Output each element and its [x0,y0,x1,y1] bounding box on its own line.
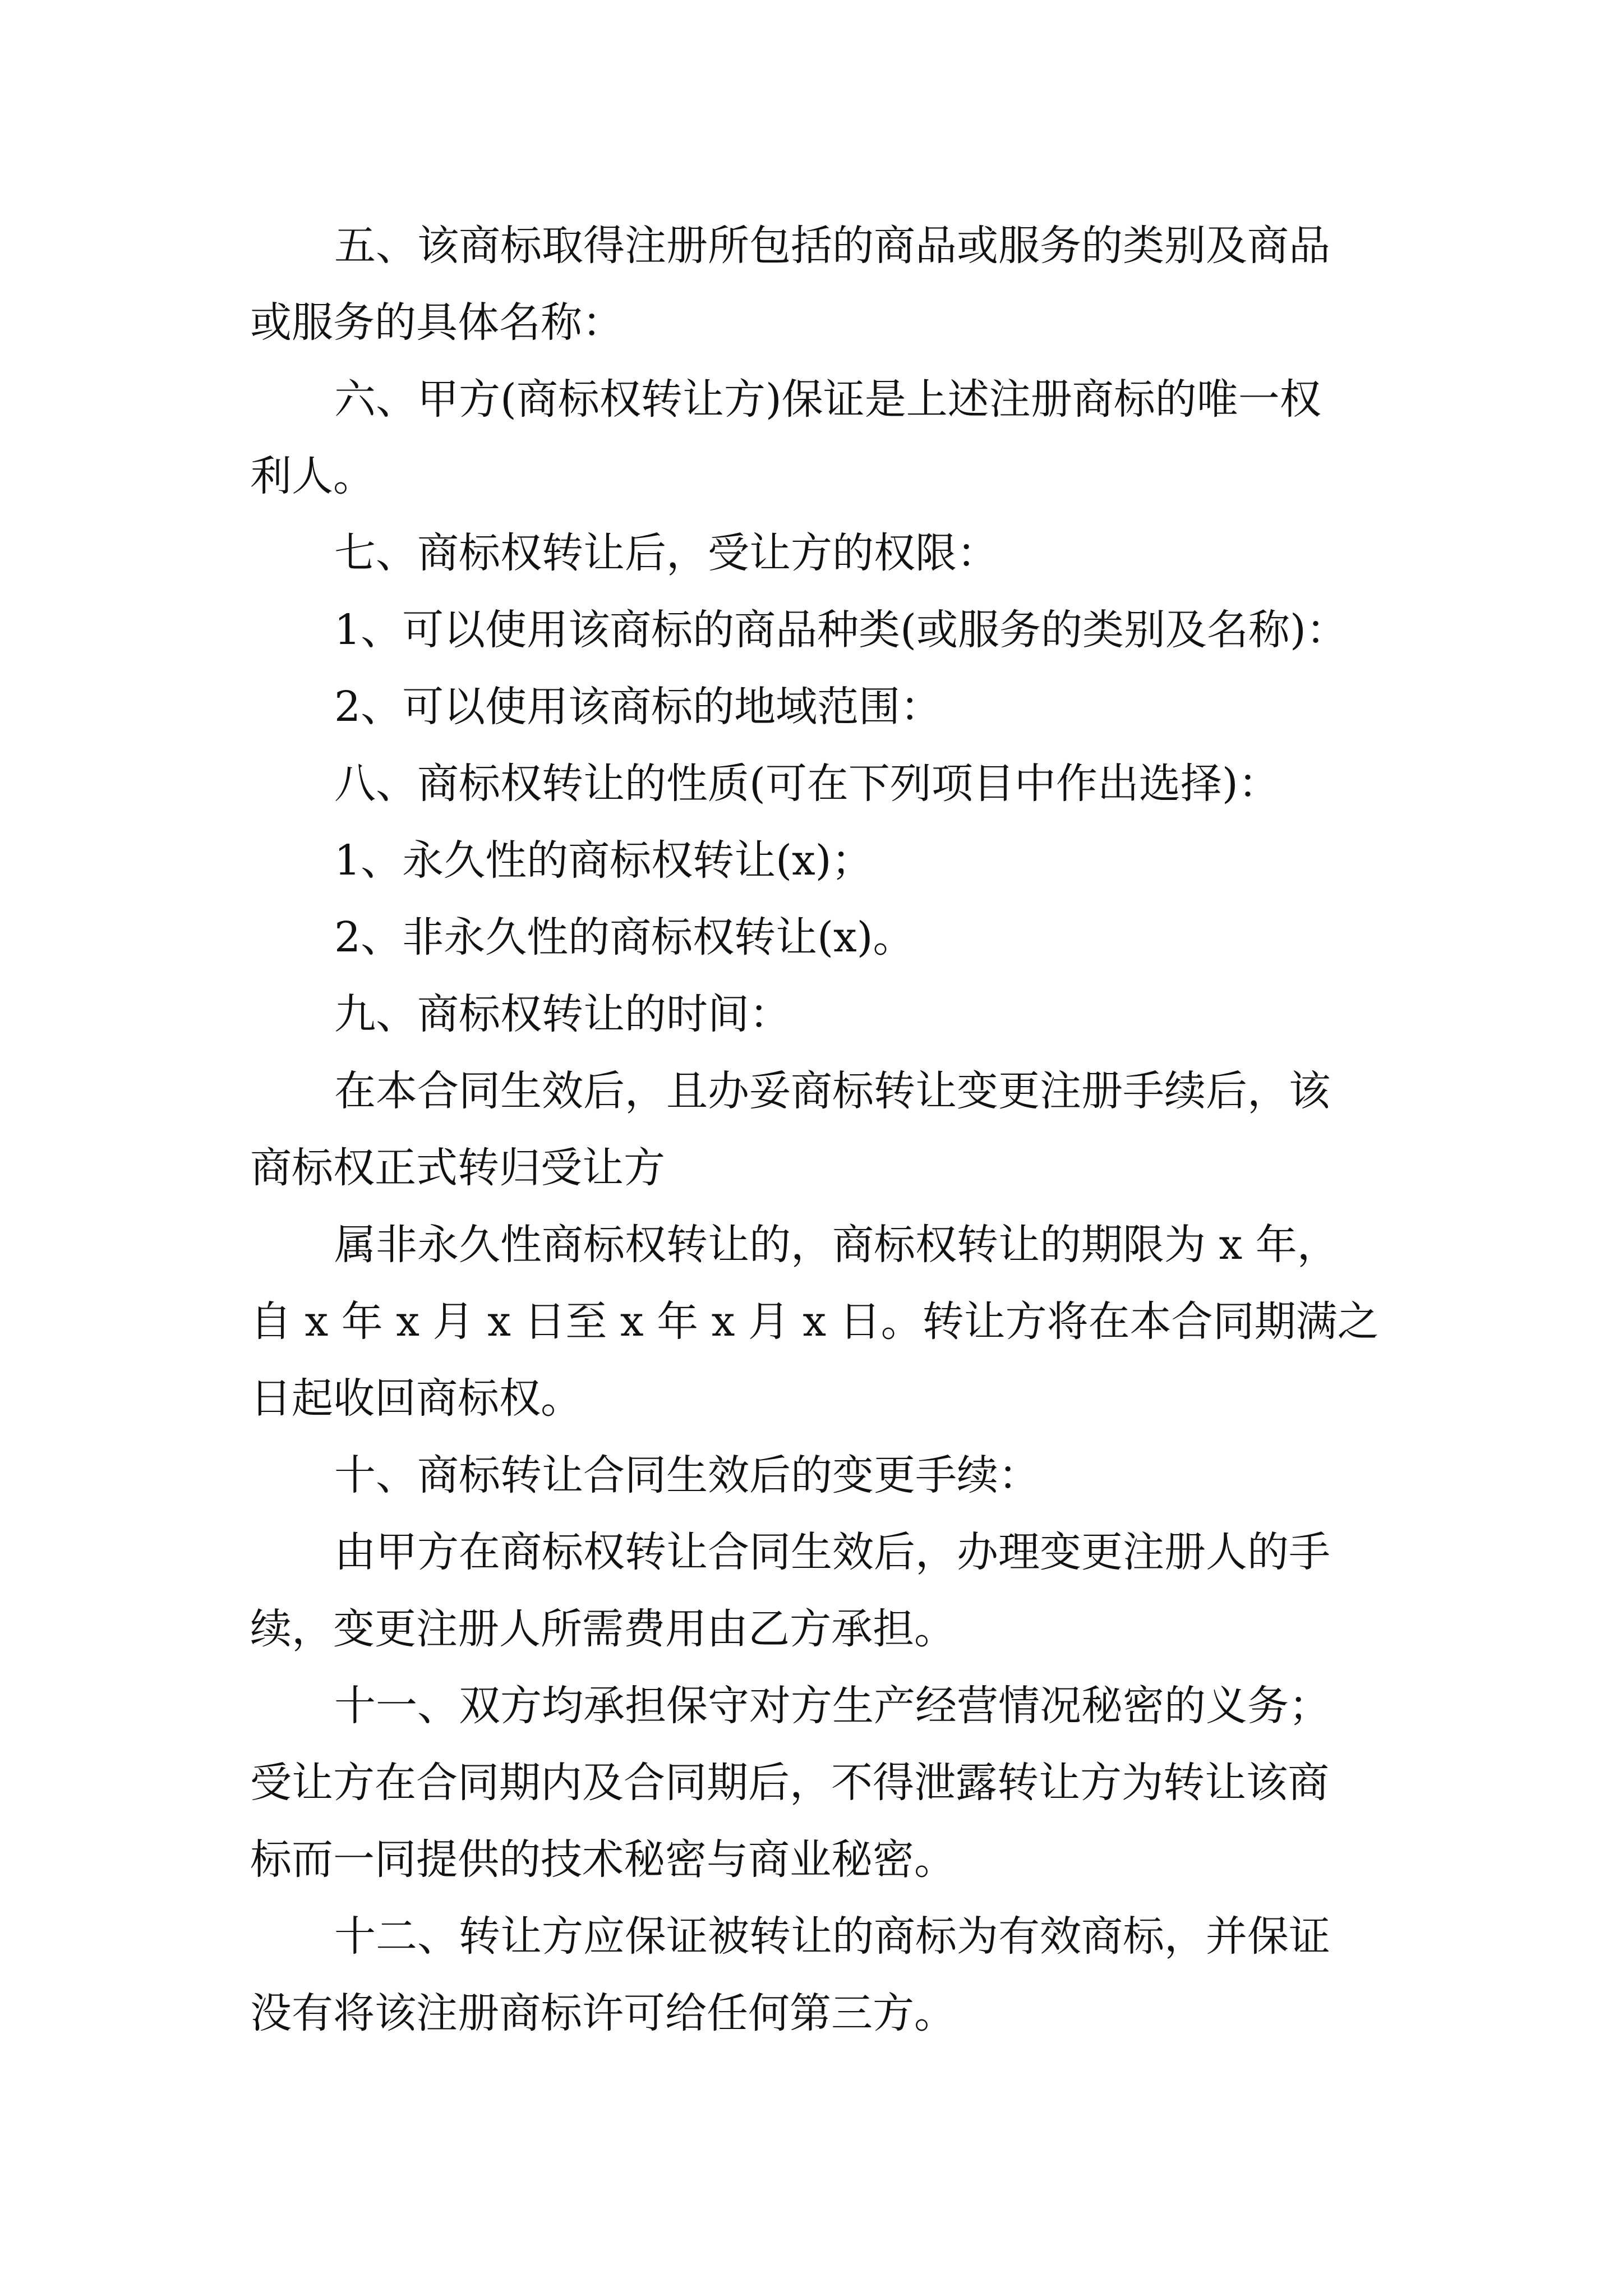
text-line: 日起收回商标权。 [250,1374,582,1423]
text-line: 1、可以使用该商标的商品种类(或服务的类别及名称)： [334,606,1348,654]
text-line: 十一、双方均承担保守对方生产经营情况秘密的义务； [334,1682,1330,1730]
text-line: 自 x 年 x 月 x 日至 x 年 x 月 x 日。转让方将在本合同期满之 [250,1297,1379,1346]
text-line: 在本合同生效后，且办妥商标转让变更注册手续后，该 [334,1067,1330,1115]
text-line: 十二、转让方应保证被转让的商标为有效商标，并保证 [334,1912,1330,1961]
text-line: 商标权正式转归受让方 [250,1144,665,1192]
document-body [250,208,1389,2052]
text-line: 七、商标权转让后，受让方的权限： [334,529,998,577]
text-line: 标而一同提供的技术秘密与商业秘密。 [250,1835,956,1884]
text-line: 没有将该注册商标许可给任何第三方。 [250,1989,956,2037]
text-line: 利人。 [250,452,375,500]
text-line: 八、商标权转让的性质(可在下列项目中作出选择)： [334,760,1280,808]
text-line: 续，变更注册人所需费用由乙方承担。 [250,1605,956,1653]
text-line: 2、可以使用该商标的地域范围： [334,683,942,731]
text-line: 六、甲方(商标权转让方)保证是上述注册商标的唯一权 [334,375,1321,424]
text-line: 由甲方在商标权转让合同生效后，办理变更注册人的手 [334,1528,1330,1576]
text-line: 属非永久性商标权转让的，商标权转让的期限为 x 年， [334,1221,1339,1269]
text-line: 十、商标转让合同生效后的变更手续： [334,1451,1040,1499]
text-line: 或服务的具体名称： [250,298,624,347]
text-line: 2、非永久性的商标权转让(x)。 [334,913,915,961]
text-line: 五、该商标取得注册所包括的商品或服务的类别及商品 [334,222,1330,270]
text-line: 受让方在合同期内及合同期后，不得泄露转让方为转让该商 [250,1759,1329,1807]
text-line: 九、商标权转让的时间： [334,990,791,1038]
text-line: 1、永久性的商标权转让(x)； [334,836,873,885]
